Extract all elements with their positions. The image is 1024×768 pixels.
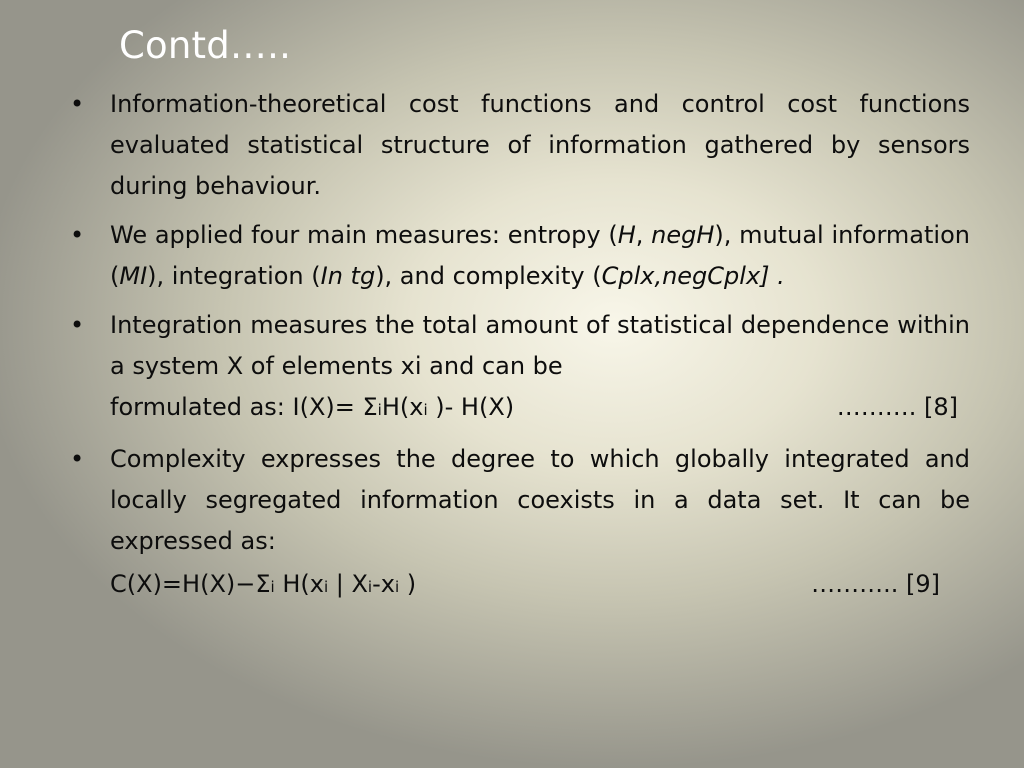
bullet-list [70, 84, 970, 608]
bullet-marker: • [70, 445, 85, 473]
formula-part: H(x [274, 570, 324, 598]
text-segment: We applied four main measures: entropy ( [110, 221, 618, 249]
formula-part: C(X)=H(X)−Σ [110, 570, 271, 598]
bullet-item-integration [70, 305, 970, 431]
entropy-symbol: H [617, 221, 636, 249]
formula-part: )- H(X) [427, 393, 515, 421]
mutual-information-symbol: MI [119, 262, 148, 290]
text-segment: ), and complexity ( [375, 262, 602, 290]
bullet-text: Complexity expresses the degree to which globally integrated and locally segregated information coexists in a data set. It can be expressed as: [110, 445, 970, 555]
formula-subscript: i [270, 578, 275, 596]
integration-formula-line [110, 387, 970, 431]
bullet-item-complexity [70, 439, 970, 562]
complexity-symbol: Cplx,negCplx] . [601, 262, 785, 290]
bullet-text [110, 215, 970, 297]
slide-title: Contd….. [119, 24, 292, 67]
bullet-marker: • [70, 311, 85, 339]
complexity-formula-line [110, 564, 970, 608]
integration-formula [110, 387, 514, 431]
integration-symbol: In tg [320, 262, 376, 290]
formula-part: H(x [381, 393, 424, 421]
bullet-marker: • [70, 90, 85, 118]
formula-subscript: i [367, 578, 373, 596]
text-segment: , [635, 221, 652, 249]
formula-subscript: i [323, 578, 329, 596]
neg-entropy-symbol: negH [651, 221, 715, 249]
formula-part: -x [372, 570, 395, 598]
formula-part: | X [328, 570, 368, 598]
bullet-text: Integration measures the total amount of statistical dependence within a system X of elements xi and can be [110, 311, 970, 380]
formula-part: ) [399, 570, 417, 598]
formula-subscript: i [423, 401, 428, 419]
formula-subscript: i [377, 401, 382, 419]
text-segment: ), integration ( [147, 262, 321, 290]
bullet-item-cost-functions [70, 84, 970, 207]
formula-part: formulated as: I(X)= Σ [110, 393, 378, 421]
bullet-text: Information-theoretical cost functions and control cost functions evaluated statistical structure of information gathered by sensors during behaviour. [110, 90, 970, 200]
complexity-formula [110, 564, 416, 608]
formula-subscript: i [394, 578, 400, 596]
bullet-item-measures [70, 215, 970, 297]
equation-reference-9: ……….. [9] [811, 570, 940, 598]
bullet-marker: • [70, 221, 85, 249]
text-segment: ), mutual information ( [110, 221, 970, 290]
equation-reference-8: ………. [8] [836, 393, 958, 421]
